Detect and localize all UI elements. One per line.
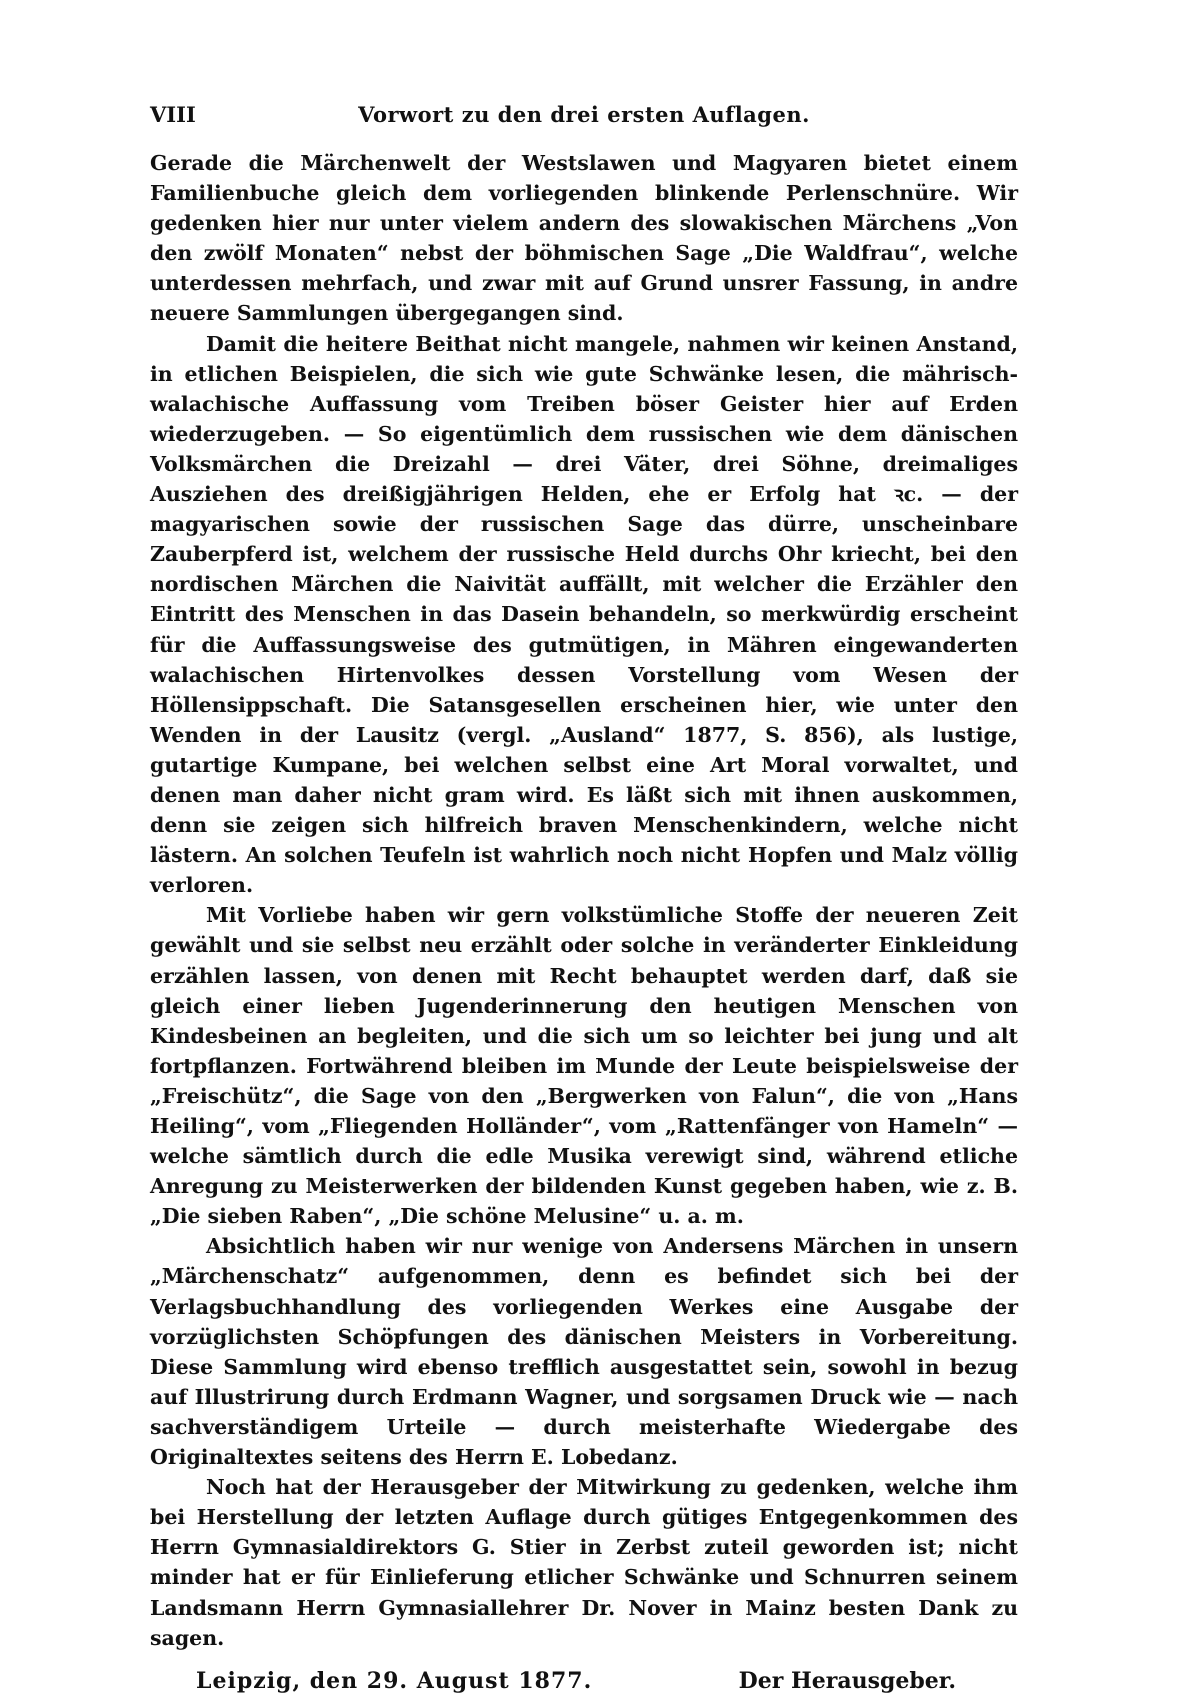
page-number: VIII [150,102,196,127]
paragraph-4: Absichtlich haben wir nur wenige von Andersens Märchen in unsern „Märchenschatz“ aufgenommen, denn es befindet sich bei der Verlagsbuchhandlung des vorliegenden Werkes eine Ausgabe der vorzüglichsten Schöpfungen des dänischen Meisters in Vorbereitung. Diese Sammlung wird ebenso trefflich ausgestattet sein, sowohl in bezug auf Illustrirung durch Erdmann Wagner, und sorgsamen Druck wie — nach sachverständigem Urteile — durch meisterhafte Wiedergabe des Originaltextes seitens des Herrn E. Lobedanz. [150,1234,1018,1470]
place-date: Leipzig, den 29. August 1877. [196,1667,593,1694]
running-head [150,98,1018,132]
book-page [150,98,1018,1694]
signature-line [150,1661,1018,1701]
paragraph-3: Mit Vorliebe haben wir gern volkstümliche Stoffe der neueren Zeit gewählt und sie selbst neu erzählt oder solche in veränderter Einkleidung erzählen lassen, von denen mit Recht behauptet werden darf, daß sie gleich einer lieben Jugenderinnerung den heutigen Menschen von Kindesbeinen an begleiten, und die sich um so leichter bei jung und alt fortpflanzen. Fortwährend bleiben im Munde der Leute beispielsweise der „Freischütz“, die Sage von den „Bergwerken von Falun“, die von „Hans Heiling“, vom „Fliegenden Holländer“, vom „Rattenfänger von Hameln“ — welche sämtlich durch die edle Musika verewigt sind, während etliche Anregung zu Meisterwerken der bildenden Kunst gegeben haben, wie z. B. „Die sieben Raben“, „Die schöne Melusine“ u. a. m. [150,903,1018,1229]
paragraph-1: Gerade die Märchenwelt der Westslawen und Magyaren bietet einem Familienbuche gleich dem vorliegenden blinkende Perlenschnüre. Wir gedenken hier nur unter vielem andern des slowakischen Märchens „Von den zwölf Monaten“ nebst der böhmischen Sage „Die Waldfrau“, welche unterdessen mehrfach, und zwar mit auf Grund unsrer Fassung, in andre neuere Sammlungen übergegangen sind. [150,151,1018,326]
paragraph-2: Damit die heitere Beithat nicht mangele, nahmen wir keinen Anstand, in etlichen Beispielen, die sich wie gute Schwänke lesen, die mährisch-walachische Auffassung vom Treiben böser Geister hier auf Erden wiederzugeben. — So eigentümlich dem russischen wie dem dänischen Volksmärchen die Dreizahl — drei Väter, drei Söhne, dreimaliges Ausziehen des dreißigjährigen Helden, ehe er Erfolg hat ꝛc. — der magyarischen sowie der russischen Sage das dürre, unscheinbare Zauberpferd ist, welchem der russische Held durchs Ohr kriecht, bei den nordischen Märchen die Naivität auffällt, mit welcher die Erzähler den Eintritt des Menschen in das Dasein behandeln, so merkwürdig erscheint für die Auffassungsweise des gutmütigen, in Mähren eingewanderten walachischen Hirtenvolkes dessen Vorstellung vom Wesen der Höllensippschaft. Die Satansgesellen erscheinen hier, wie unter den Wenden in der Lausitz (vergl. „Ausland“ 1877, S. 856), als lustige, gutartige Kumpane, bei welchen selbst eine Art Moral vorwaltet, und denen man daher nicht gram wird. Es läßt sich mit ihnen auskommen, denn sie zeigen sich hilfreich braven Menschenkindern, welche nicht lästern. An solchen Teufeln ist wahrlich noch nicht Hopfen und Malz völlig verloren. [150,331,1018,898]
signer: Der Herausgeber. [738,1667,956,1694]
body-text [150,148,1018,1653]
running-title: Vorwort zu den drei ersten Auflagen. [358,102,810,127]
paragraph-5: Noch hat der Herausgeber der Mitwirkung zu gedenken, welche ihm bei Herstellung der letzten Auflage durch gütiges Entgegenkommen des Herrn Gymnasialdirektors G. Stier in Zerbst zuteil geworden ist; nicht minder hat er für Einlieferung etlicher Schwänke und Schnurren seinem Landsmann Herrn Gymnasiallehrer Dr. Nover in Mainz besten Dank zu sagen. [150,1475,1018,1650]
